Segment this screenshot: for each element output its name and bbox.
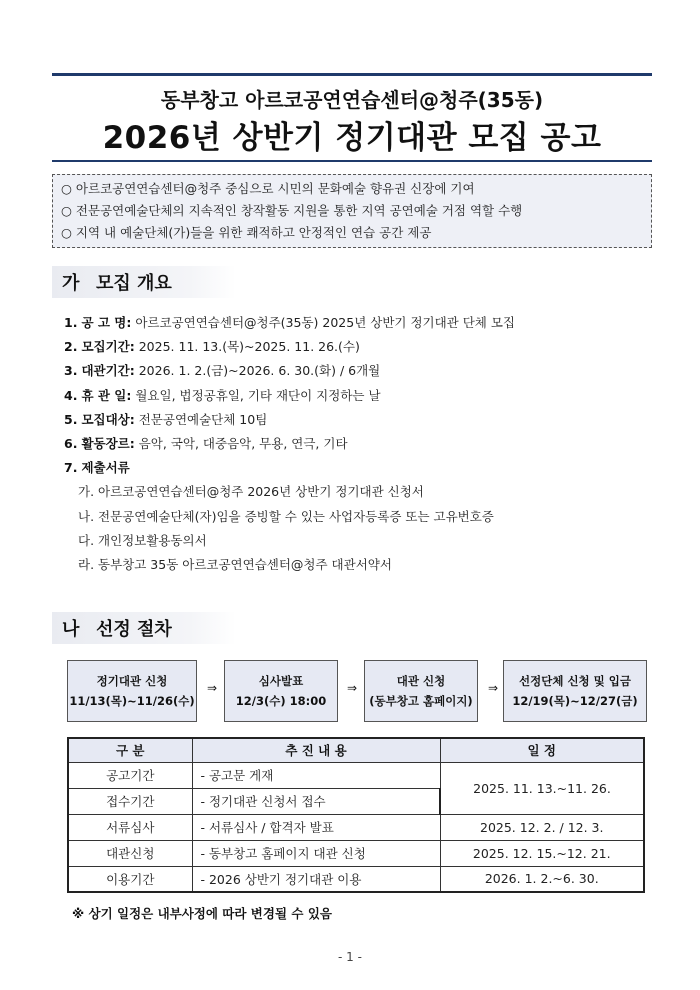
- item-number: 5.: [64, 411, 78, 427]
- purpose-item: [61, 178, 643, 200]
- item-number: 4.: [64, 387, 78, 403]
- circle-bullet-icon: ○: [61, 225, 72, 240]
- row-category: 대관신청: [68, 840, 192, 866]
- schedule-table: [67, 737, 645, 893]
- row-category: 공고기간: [68, 762, 192, 788]
- item-label: 휴 관 일:: [81, 387, 132, 403]
- table-row: [68, 866, 644, 892]
- section-letter: 가: [62, 273, 80, 294]
- item-label: 대관기간:: [81, 363, 135, 379]
- section-letter: 나: [62, 619, 80, 640]
- item-number: 3.: [64, 363, 78, 379]
- right-double-arrow-icon: ⇒: [206, 681, 218, 695]
- row-content: - 정기대관 신청서 접수: [192, 788, 440, 814]
- item-number: 1.: [64, 315, 78, 330]
- document-subtitle: 동부창고 아르코공연연습센터@청주(35동): [160, 88, 544, 112]
- overview-list: [64, 311, 654, 577]
- item-label: 모집대상:: [81, 411, 135, 427]
- document-item: 라. 동부창고 35동 아르코공연연습센터@청주 대관서약서: [78, 556, 392, 572]
- column-header-date: 일 정: [440, 738, 644, 762]
- row-content: - 동부창고 홈페이지 대관 신청: [192, 840, 440, 866]
- right-double-arrow-icon: ⇒: [346, 681, 358, 695]
- row-date: 2025. 12. 15.~12. 21.: [440, 840, 644, 866]
- row-date: 2026. 1. 2.~6. 30.: [440, 866, 644, 892]
- item-label: 활동장르:: [81, 435, 135, 451]
- table-row: [68, 762, 644, 788]
- row-content: - 공고문 게재: [192, 762, 440, 788]
- table-header-row: [68, 738, 644, 762]
- item-value: 2026. 1. 2.(금)~2026. 6. 30.(화) / 6개월: [138, 363, 381, 379]
- table-row: [68, 840, 644, 866]
- section-title: 모집 개요: [96, 273, 172, 294]
- item-label: 제출서류: [81, 460, 130, 476]
- flow-step-title: 대관 신청: [396, 674, 446, 688]
- section-heading-overview: [52, 266, 236, 298]
- flow-step: [364, 660, 478, 722]
- item-label: 공 고 명:: [81, 315, 132, 330]
- header-top-rule: [52, 73, 652, 76]
- document-title: 2026년 상반기 정기대관 모집 공고: [102, 120, 602, 156]
- column-header-category: 구 분: [68, 738, 192, 762]
- flow-step-date: 11/13(목)~11/26(수): [69, 694, 195, 708]
- section-title: 선정 절차: [96, 619, 172, 640]
- overview-item: [64, 359, 654, 383]
- item-number: 7.: [64, 460, 78, 476]
- flow-step: [224, 660, 338, 722]
- flow-step-date: (동부창고 홈페이지): [369, 694, 473, 708]
- row-category: 서류심사: [68, 814, 192, 840]
- document-item: 가. 아르코공연연습센터@청주 2026년 상반기 정기대관 신청서: [78, 484, 424, 500]
- purpose-box: [52, 174, 652, 248]
- row-content: - 2026 상반기 정기대관 이용: [192, 866, 440, 892]
- item-value: 음악, 국악, 대중음악, 무용, 연극, 기타: [138, 435, 348, 451]
- right-double-arrow-icon: ⇒: [487, 681, 499, 695]
- section-heading-selection: [52, 612, 236, 644]
- document-item: 나. 전문공연예술단체(자)임을 증빙할 수 있는 사업자등록증 또는 고유번호증: [78, 508, 494, 524]
- purpose-item: [61, 222, 643, 244]
- document-item: 다. 개인정보활용동의서: [78, 532, 207, 548]
- purpose-text: 아르코공연연습센터@청주 중심으로 시민의 문화예술 향유권 신장에 기여: [75, 181, 475, 196]
- flow-step: [503, 660, 647, 722]
- flow-step-title: 정기대관 신청: [96, 674, 168, 688]
- item-value: 월요일, 법정공휴일, 기타 재단이 지정하는 날: [135, 387, 381, 403]
- overview-item: [64, 432, 654, 456]
- column-header-content: 추 진 내 용: [192, 738, 440, 762]
- item-value: 아르코공연연습센터@청주(35동) 2025년 상반기 정기대관 단체 모집: [135, 315, 515, 330]
- purpose-text: 지역 내 예술단체(가)들을 위한 쾌적하고 안정적인 연습 공간 제공: [75, 225, 432, 240]
- flow-step-title: 선정단체 신청 및 입금: [519, 674, 631, 688]
- flow-step-date: 12/19(목)~12/27(금): [512, 694, 638, 708]
- circle-bullet-icon: ○: [61, 203, 72, 218]
- flow-step-title: 심사발표: [258, 674, 304, 688]
- item-label: 모집기간:: [81, 339, 135, 355]
- flow-step: [67, 660, 197, 722]
- item-value: 2025. 11. 13.(목)~2025. 11. 26.(수): [138, 339, 360, 355]
- overview-item: [64, 456, 654, 480]
- row-category: 접수기간: [68, 788, 192, 814]
- circle-bullet-icon: ○: [61, 181, 72, 196]
- overview-item: [64, 408, 654, 432]
- overview-item: [64, 311, 654, 335]
- row-category: 이용기간: [68, 866, 192, 892]
- row-content: - 서류심사 / 합격자 발표: [192, 814, 440, 840]
- overview-item: [64, 335, 654, 359]
- schedule-notice: ※ 상기 일정은 내부사정에 따라 변경될 수 있음: [72, 906, 332, 921]
- row-date: 2025. 11. 13.~11. 26.: [440, 762, 644, 814]
- purpose-text: 전문공연예술단체의 지속적인 창작활동 지원을 통한 지역 공연예술 거점 역할 수행: [75, 203, 523, 218]
- selection-flow: [67, 660, 647, 722]
- row-date: 2025. 12. 2. / 12. 3.: [440, 814, 644, 840]
- item-number: 6.: [64, 435, 78, 451]
- table-row: [68, 814, 644, 840]
- page-number: - 1 -: [338, 950, 362, 964]
- item-value: 전문공연예술단체 10팀: [138, 411, 268, 427]
- purpose-item: [61, 200, 643, 222]
- overview-item: [64, 384, 654, 408]
- header-bottom-rule: [52, 160, 652, 162]
- flow-step-date: 12/3(수) 18:00: [235, 694, 327, 708]
- item-number: 2.: [64, 339, 78, 355]
